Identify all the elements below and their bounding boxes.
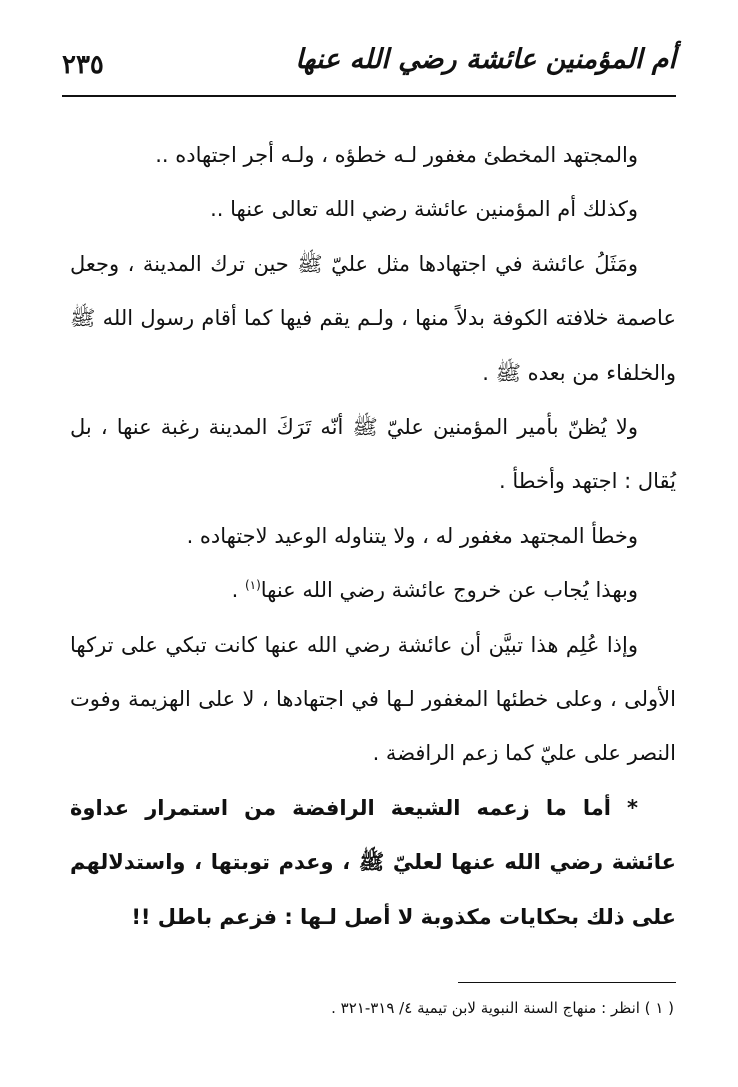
paragraph-with-footnote bbox=[70, 563, 676, 617]
paragraph: ولا يُظنّ بأمير المؤمنين عليّ ﷺ أنّه تَرَكَ المدينة رغبة عنها ، بل يُقال : اجتهد وأخطأ . bbox=[70, 415, 676, 494]
page-number: ٢٣٥ bbox=[62, 50, 104, 80]
footnote-reference[interactable]: (١) bbox=[244, 578, 261, 593]
main-text bbox=[70, 128, 676, 944]
paragraph: ومَثَلُ عائشة في اجتهادها مثل عليّ ﷺ حين ترك المدينة ، وجعل عاصمة خلافته الكوفة بدلاً منها ، ولـم يقم فيها كما أقام رسول الله ﷺ والخلفاء من بعده ﷺ . bbox=[70, 251, 676, 385]
footnote-divider bbox=[458, 982, 676, 983]
paragraph: وإذا عُلِم هذا تبيَّن أن عائشة رضي الله عنها كانت تبكي على تركها الأولى ، وعلى خطئها المغفور لـها في اجتهادها ، لا على الهزيمة وفوت النصر على عليّ كما زعم الرافضة . bbox=[70, 632, 676, 766]
bold-paragraph: * أما ما زعمه الشيعة الرافضة من استمرار عداوة عائشة رضي الله عنها لعليّ ﷺ ، وعدم توبتها ، واستدلالهم على ذلك بحكايات مكذوبة لا أصل لـها : فزعم باطل !! bbox=[70, 795, 676, 929]
footnote: ( ١ ) انظر : منهاج السنة النبوية لابن تيمية ٤/ ٣١٩-٣٢١ . bbox=[331, 999, 674, 1017]
paragraph-text-end: . bbox=[231, 578, 245, 603]
paragraph: وكذلك أم المؤمنين عائشة رضي الله تعالى عنها .. bbox=[210, 197, 638, 222]
running-header bbox=[62, 36, 676, 94]
running-header-title: أم المؤمنين عائشة رضي الله عنها bbox=[295, 44, 676, 75]
paragraph: والمجتهد المخطئ مغفور لـه خطؤه ، ولـه أجر اجتهاده .. bbox=[155, 143, 638, 167]
paragraph: وخطأ المجتهد مغفور له ، ولا يتناوله الوعيد لاجتهاده . bbox=[186, 523, 638, 548]
header-divider bbox=[62, 95, 676, 97]
paragraph-text: وبهذا يُجاب عن خروج عائشة رضي الله عنها bbox=[260, 578, 638, 603]
